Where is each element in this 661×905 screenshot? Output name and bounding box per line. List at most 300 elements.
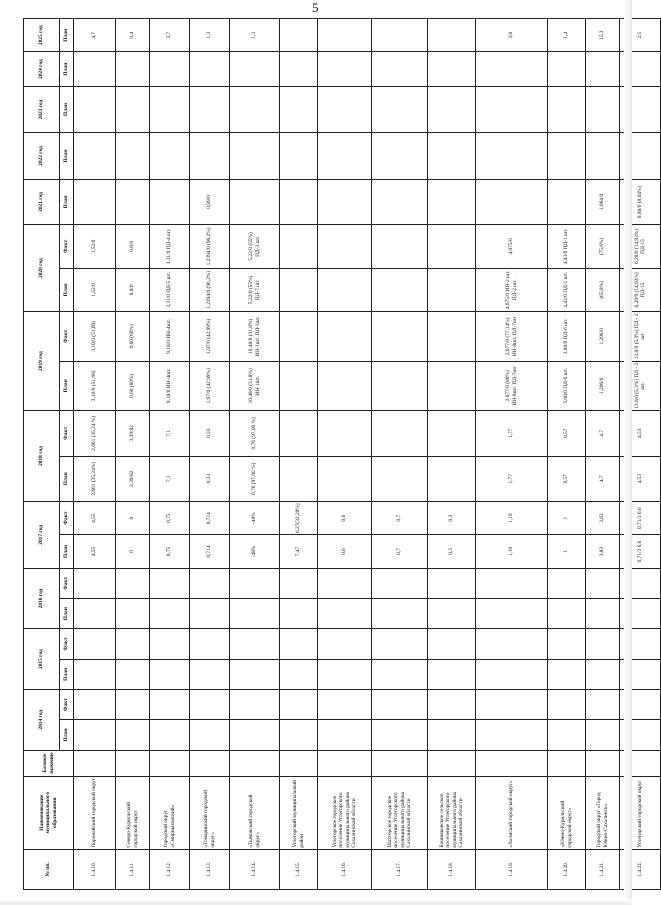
cell-y2025: 1,3 (230, 19, 280, 52)
cell-y2023 (150, 86, 190, 132)
cell-y2016f (548, 568, 586, 598)
cell-y2019p (280, 361, 318, 411)
cell-y2020p: 1,52/0 (74, 268, 116, 311)
cell-y2024 (476, 52, 548, 86)
cell-y2015p (428, 659, 476, 689)
cell-base (372, 750, 428, 776)
col-header-plan: План (60, 133, 74, 179)
cell-y2019p: 1,206/0 (586, 361, 620, 411)
cell-y2022 (476, 133, 548, 179)
cell-y2023 (476, 86, 548, 132)
cell-y2014p (372, 720, 428, 750)
cell-y2021 (150, 179, 190, 224)
cell-y2020p: 3,31/0 ПД-5 шт. (150, 268, 190, 311)
cell-y2021 (230, 179, 280, 224)
cell-y2020f: 4,075/0 (476, 225, 548, 268)
cell-y2014p (586, 720, 620, 750)
cell-y2014f (74, 689, 116, 719)
cell-y2016p (116, 599, 150, 629)
col-header-plan: План (60, 599, 74, 629)
cell-y2022 (150, 133, 190, 179)
cell-y2015f (548, 629, 586, 659)
cell-y2017p: 0,6 (318, 535, 372, 568)
cell-base (586, 750, 620, 776)
cell-y2016p (230, 599, 280, 629)
cell-y2025: 3,8 (476, 19, 548, 52)
cell-y2014f (230, 689, 280, 719)
col-header-year: 2024 год (24, 52, 60, 86)
cell-y2018f: 3,39/82 (116, 411, 150, 456)
table-row (230, 19, 280, 890)
cell-y2024 (190, 52, 230, 86)
cell-base (476, 750, 548, 776)
col-header-base: Базовое значение (24, 750, 74, 776)
cell-y2023 (280, 86, 318, 132)
cell-y2018f (428, 411, 476, 456)
cell-name: Поронайский городской округ (74, 776, 116, 849)
cell-y2017p: 0,7 (372, 535, 428, 568)
cell-base (116, 750, 150, 776)
cell-y2015p (230, 659, 280, 689)
col-header-fact: Факт (60, 568, 74, 598)
cell-y2021: 1,064/0 (586, 179, 620, 224)
cell-y2025 (318, 19, 372, 52)
cell-no: 1.4.18. (428, 849, 476, 889)
cell-y2021 (74, 179, 116, 224)
cell-y2020p: 4,43/0 ПД-1 шт. (548, 268, 586, 311)
col-header-year: 2017 год (24, 502, 60, 569)
col-header-plan: План (60, 268, 74, 311)
cell-y2017p: 0,71/3 6,6 (620, 535, 661, 568)
cell-y2020p (280, 268, 318, 311)
table-row (150, 19, 190, 890)
cell-y2014f (586, 689, 620, 719)
cell-y2019p: 2,077/0 (80%) ИН-8шт. ПД-7шт (476, 361, 548, 411)
cell-y2015p (586, 659, 620, 689)
cell-y2019f: 10,48/0 (31,8%) ИН-1шт. ПД-1шт. (230, 312, 280, 362)
cell-y2018p: 4,7 (586, 456, 620, 501)
cell-y2021 (280, 179, 318, 224)
cell-y2021 (428, 179, 476, 224)
cell-y2020f: 6,28/0 (14,93%) ПД-15 (620, 225, 661, 268)
cell-y2019p: 13,8/0 (5,3%) ПД - 2 шт. (620, 361, 661, 411)
cell-y2017p: 0,714 (190, 535, 230, 568)
cell-y2023 (74, 86, 116, 132)
cell-y2019f: 13,8/0 (5,3%) ПД - 2 шт (620, 312, 661, 362)
cell-y2017f: 0,75 (150, 502, 190, 535)
cell-y2014p (428, 720, 476, 750)
col-header-year: 2021 год (24, 179, 60, 224)
cell-y2024 (548, 52, 586, 86)
cell-y2015p (116, 659, 150, 689)
cell-y2019p: 3,80/0 ПД-6 шт. (548, 361, 586, 411)
cell-y2021 (548, 179, 586, 224)
cell-y2014f (150, 689, 190, 719)
cell-y2017f: 0 (116, 502, 150, 535)
cell-y2020f: (75,6%) (586, 225, 620, 268)
col-header-year: 2019 год (24, 312, 60, 411)
cell-base (428, 750, 476, 776)
cell-y2025: 4,7 (74, 19, 116, 52)
cell-y2014p (74, 720, 116, 750)
cell-y2016f (74, 568, 116, 598)
cell-base (74, 750, 116, 776)
cell-y2015f (476, 629, 548, 659)
cell-y2019f (372, 312, 428, 362)
cell-y2025: 1,4 (548, 19, 586, 52)
cell-y2015f (190, 629, 230, 659)
cell-y2016p (428, 599, 476, 629)
cell-y2014p (318, 720, 372, 750)
cell-name: Северо-Курильский городской округ (116, 776, 150, 849)
cell-y2014f (280, 689, 318, 719)
cell-y2014p (150, 720, 190, 750)
cell-y2016f (476, 568, 548, 598)
cell-y2014p (116, 720, 150, 750)
cell-y2015f (586, 629, 620, 659)
cell-y2020f: 5,22/0 (55%) ПД-3 шт. (230, 225, 280, 268)
cell-y2016p (280, 599, 318, 629)
cell-y2020f: 3,31/0 ПД-4 шт. (150, 225, 190, 268)
cell-y2019f: 3,10/0 (51,69) (74, 312, 116, 362)
cell-y2017p: 1 (548, 535, 586, 568)
cell-y2023 (318, 86, 372, 132)
cell-name: «Тымовский городской округ» (230, 776, 280, 849)
cell-name: «Южно-Курильский городской округ» (548, 776, 586, 849)
rotated-table-container (23, 18, 646, 890)
cell-y2017f: 0,714 (190, 502, 230, 535)
cell-y2017f: 0,6 (318, 502, 372, 535)
cell-y2016p (318, 599, 372, 629)
col-header-plan: План (60, 179, 74, 224)
cell-y2016p (74, 599, 116, 629)
cell-y2016f (318, 568, 372, 598)
cell-y2015f (230, 629, 280, 659)
cell-y2015f (372, 629, 428, 659)
cell-y2018f: 7,1 (150, 411, 190, 456)
cell-no: 1.4.19. (476, 849, 548, 889)
cell-y2016f (116, 568, 150, 598)
cell-y2020f (280, 225, 318, 268)
col-header-plan: План (60, 361, 74, 411)
cell-y2016p (190, 599, 230, 629)
cell-y2020f: 0,8/0 (116, 225, 150, 268)
table-row (318, 19, 372, 890)
cell-y2016f (230, 568, 280, 598)
cell-y2016p (150, 599, 190, 629)
cell-y2014f (548, 689, 586, 719)
cell-y2014p (230, 720, 280, 750)
cell-y2022 (230, 133, 280, 179)
cell-y2019f: 9,18/0 ИН-4шт. (150, 312, 190, 362)
cell-y2020p: (65,8%) (586, 268, 620, 311)
cell-y2014f (318, 689, 372, 719)
col-header-fact: Факт (60, 225, 74, 268)
cell-no: 1.4.11. (116, 849, 150, 889)
cell-y2019p (428, 361, 476, 411)
cell-y2022 (586, 133, 620, 179)
cell-y2015p (372, 659, 428, 689)
table-body (74, 19, 661, 890)
cell-y2017f: 0,3 (428, 502, 476, 535)
col-header-plan: План (60, 720, 74, 750)
cell-y2023 (190, 86, 230, 132)
cell-y2017f: 0,71/3 6,6 (620, 502, 661, 535)
col-header-fact: Факт (60, 689, 74, 719)
cell-y2018p: 1,77 (476, 456, 548, 501)
cell-y2018f: 1,77 (476, 411, 548, 456)
cell-y2015p (150, 659, 190, 689)
cell-no: 1.4.20. (548, 849, 586, 889)
cell-y2024 (150, 52, 190, 86)
cell-y2020p: 0,8/0 (116, 268, 150, 311)
col-header-year: 2020 год (24, 225, 60, 312)
cell-y2019f (280, 312, 318, 362)
col-header-name: Наименование муниципального образования (24, 776, 74, 849)
cell-y2019f (428, 312, 476, 362)
cell-base (190, 750, 230, 776)
cell-y2019f: 0,60 (60%) (116, 312, 150, 362)
cell-y2025 (428, 19, 476, 52)
cell-y2017p: 7,47 (280, 535, 318, 568)
cell-y2022 (428, 133, 476, 179)
table-row (428, 19, 476, 890)
cell-y2014p (548, 720, 586, 750)
cell-y2019p: 9,18/0 ИН-4шт. (150, 361, 190, 411)
cell-y2017p: 4,55 (74, 535, 116, 568)
cell-y2021 (476, 179, 548, 224)
col-header-no: № пп. (24, 849, 74, 889)
cell-y2017f: 3,83 (586, 502, 620, 535)
cell-y2020p: 1,2394/0 (96,2%) (190, 268, 230, 311)
cell-y2018f: 0,33 (190, 411, 230, 456)
cell-y2014p (476, 720, 548, 750)
col-header-year: 2014 год (24, 689, 60, 750)
table-row (280, 19, 318, 890)
cell-y2017p: 0 (116, 535, 150, 568)
cell-y2016f (428, 568, 476, 598)
cell-no: 1.4.15. (280, 849, 318, 889)
cell-y2025 (280, 19, 318, 52)
col-header-fact: Факт (60, 312, 74, 362)
cell-no: 1.4.14. (230, 849, 280, 889)
table-row (116, 19, 150, 890)
cell-y2020p: 6,28/0 (14,93%) ПД-15 (620, 268, 661, 311)
cell-no: 1.4.22. (620, 849, 661, 889)
cell-y2015p (318, 659, 372, 689)
cell-y2019p: 3,10/0 (51,69) (74, 361, 116, 411)
cell-name: Углегорское городское поселение Углегорского муниципального района Сахалинской области (318, 776, 372, 849)
cell-y2014f (116, 689, 150, 719)
cell-y2020p (318, 268, 372, 311)
cell-y2018p (372, 456, 428, 501)
cell-y2014p (280, 720, 318, 750)
col-header-year: 2022 год (24, 133, 60, 179)
cell-y2020f (318, 225, 372, 268)
col-header-fact: Факт (60, 411, 74, 456)
cell-y2018f (372, 411, 428, 456)
cell-no: 1.4.17. (372, 849, 428, 889)
col-header-year: 2023 год (24, 86, 60, 132)
cell-y2019p: 1,97/0 (42,99%) (190, 361, 230, 411)
cell-name: «Томаринский городской округ» (190, 776, 230, 849)
cell-y2018p: 3,39/82 (116, 456, 150, 501)
cell-y2019f: 3,80/0 ПД-6 шт. (548, 312, 586, 362)
cell-y2022 (116, 133, 150, 179)
col-header-year: 2025 год (24, 19, 60, 52)
cell-y2016p (372, 599, 428, 629)
cell-y2022 (74, 133, 116, 179)
cell-y2019p (318, 361, 372, 411)
cell-y2024 (230, 52, 280, 86)
cell-y2022 (318, 133, 372, 179)
cell-y2024 (428, 52, 476, 86)
cell-y2024 (586, 52, 620, 86)
col-header-plan: План (60, 86, 74, 132)
cell-y2018f: 4,53 (620, 411, 661, 456)
col-header-plan: План (60, 19, 74, 52)
cell-y2020p: 5,22/0 (55%) ПД-7 шт. (230, 268, 280, 311)
col-header-fact: Факт (60, 502, 74, 535)
cell-y2016f (372, 568, 428, 598)
cell-y2018p (318, 456, 372, 501)
cell-name: Шахтерское городское поселение Углегорского муниципального района Сахалинской области (372, 776, 428, 849)
table-row (190, 19, 230, 890)
cell-y2022 (280, 133, 318, 179)
cell-y2017f: 1,19 (476, 502, 548, 535)
cell-y2018p: 7,1 (150, 456, 190, 501)
cell-no: 1.4.13. (190, 849, 230, 889)
cell-name: Бошняковское сельское поселение Углегорского муниципального района Сахалинской области (428, 776, 476, 849)
cell-y2015f (74, 629, 116, 659)
cell-y2025: 2,5 (620, 19, 661, 52)
cell-y2019p: 10,48/0 (31,8%) ИН-1шт. (230, 361, 280, 411)
scan-bottom-shadow (0, 899, 632, 905)
cell-y2015f (150, 629, 190, 659)
cell-y2019f (318, 312, 372, 362)
cell-y2023 (372, 86, 428, 132)
cell-y2017f: 1 (548, 502, 586, 535)
cell-y2023 (116, 86, 150, 132)
cell-y2023 (586, 86, 620, 132)
cell-y2018f: 0,76 (97,00 %) (230, 411, 280, 456)
cell-y2015p (74, 659, 116, 689)
col-header-plan: План (60, 659, 74, 689)
cell-y2024 (372, 52, 428, 86)
cell-name: Углегорский городской округ (620, 776, 661, 849)
scan-edge-shadow (624, 0, 632, 905)
cell-y2018p (428, 456, 476, 501)
cell-base (548, 750, 586, 776)
cell-y2020f: 1,52/0 (74, 225, 116, 268)
cell-y2018f: 2,661 (35,24 %) (74, 411, 116, 456)
cell-y2025: 15,3 (586, 19, 620, 52)
cell-y2018p (280, 456, 318, 501)
cell-y2017p: 0,75 (150, 535, 190, 568)
cell-y2014f (190, 689, 230, 719)
cell-no: 1.4.21. (586, 849, 620, 889)
cell-y2017p: 1,19 (476, 535, 548, 568)
col-header-fact: Факт (60, 629, 74, 659)
table-row (548, 19, 586, 890)
cell-y2022 (190, 133, 230, 179)
cell-y2021: 0,89/0 (190, 179, 230, 224)
cell-y2016f (150, 568, 190, 598)
cell-y2016f (190, 568, 230, 598)
cell-y2016f (586, 568, 620, 598)
cell-y2015p (476, 659, 548, 689)
cell-y2021 (318, 179, 372, 224)
cell-y2021 (116, 179, 150, 224)
cell-no: 1.4.12. (150, 849, 190, 889)
cell-y2019f: 1,97/0 (42,99%) (190, 312, 230, 362)
cell-y2023 (428, 86, 476, 132)
cell-base (318, 750, 372, 776)
cell-y2020f (372, 225, 428, 268)
cell-y2019f: 2,077/0 (77,14%) ИН-8шт. ПД-7шт (476, 312, 548, 362)
cell-y2020p (428, 268, 476, 311)
cell-no: 1.4.10. (74, 849, 116, 889)
cell-y2018f (318, 411, 372, 456)
cell-y2015f (428, 629, 476, 659)
cell-base (150, 750, 190, 776)
col-header-year: 2015 год (24, 629, 60, 690)
cell-y2015f (280, 629, 318, 659)
cell-y2023 (548, 86, 586, 132)
cell-y2025: 1,3 (190, 19, 230, 52)
cell-name: Городской округ «Город Южно-Сахалинск» (586, 776, 620, 849)
table-row (586, 19, 620, 890)
cell-y2020f (428, 225, 476, 268)
col-header-plan: План (60, 456, 74, 501)
table-row (476, 19, 548, 890)
cell-y2024 (116, 52, 150, 86)
page-number: 5 (312, 0, 319, 15)
cell-y2020f: 1,2394/0 (96,2%) (190, 225, 230, 268)
cell-y2022 (372, 133, 428, 179)
col-header-year: 2018 год (24, 411, 60, 502)
cell-y2015p (190, 659, 230, 689)
cell-y2018p: 2,661 (35,24%) (74, 456, 116, 501)
cell-y2014f (372, 689, 428, 719)
cell-y2014f (428, 689, 476, 719)
cell-y2023 (230, 86, 280, 132)
cell-y2017f: 4,55 (74, 502, 116, 535)
cell-y2015p (280, 659, 318, 689)
cell-base (230, 750, 280, 776)
cell-y2016p (476, 599, 548, 629)
cell-y2018p: 0,76 (97,00 %) (230, 456, 280, 501)
cell-y2022 (548, 133, 586, 179)
cell-y2024 (280, 52, 318, 86)
cell-y2020f: 4,43/0 ПД-1 шт. (548, 225, 586, 268)
cell-y2016p (586, 599, 620, 629)
cell-y2014f (476, 689, 548, 719)
cell-y2024 (318, 52, 372, 86)
cell-y2015p (548, 659, 586, 689)
cell-base (280, 750, 318, 776)
cell-y2019p (372, 361, 428, 411)
cell-y2018p: 4,53 (620, 456, 661, 501)
cell-y2016f (280, 568, 318, 598)
cell-y2015f (318, 629, 372, 659)
cell-y2017f: 6,27(32,28%) (280, 502, 318, 535)
cell-y2019f: 1,206/0 (586, 312, 620, 362)
cell-y2018f: 4,7 (586, 411, 620, 456)
cell-y2025 (372, 19, 428, 52)
cell-y2018p: 0,33 (190, 456, 230, 501)
cell-y2020p (372, 268, 428, 311)
